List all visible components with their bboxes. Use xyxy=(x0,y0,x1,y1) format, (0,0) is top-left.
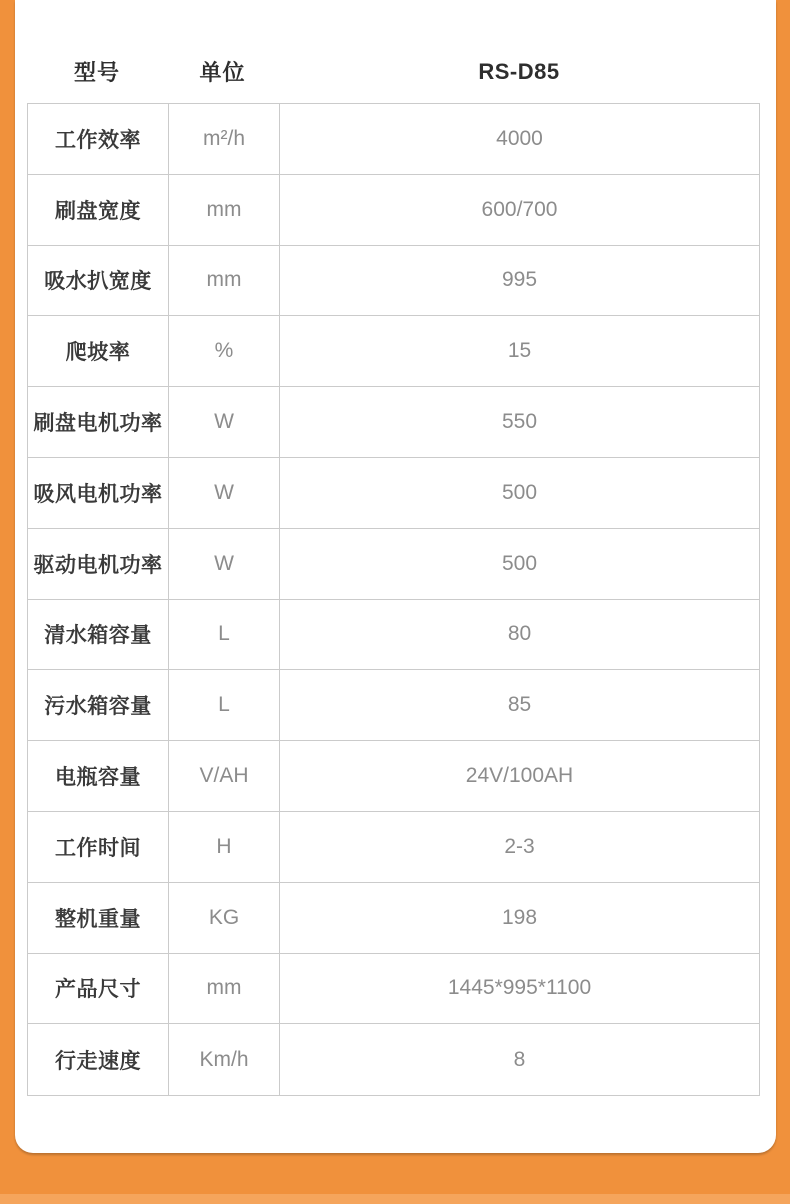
table-row xyxy=(28,246,759,317)
table-row xyxy=(28,954,759,1025)
spec-name: 行走速度 xyxy=(55,1049,141,1073)
header-product-model: RS-D85 xyxy=(478,58,560,84)
spec-name: 产品尺寸 xyxy=(55,978,141,1002)
spec-unit: L xyxy=(168,670,279,740)
spec-unit: W xyxy=(168,458,279,528)
spec-name: 爬坡率 xyxy=(65,341,131,365)
spec-name: 吸水扒宽度 xyxy=(44,270,152,294)
spec-value: 2-3 xyxy=(279,812,759,882)
bottom-strip xyxy=(0,1194,790,1204)
spec-name: 电瓶容量 xyxy=(55,766,141,790)
table-row xyxy=(28,883,759,954)
spec-unit: KG xyxy=(168,883,279,953)
table-row xyxy=(28,812,759,883)
spec-unit: W xyxy=(168,529,279,599)
table-row xyxy=(28,104,759,175)
spec-value: 24V/100AH xyxy=(279,741,759,811)
table-row xyxy=(28,670,759,741)
spec-value: 85 xyxy=(279,670,759,740)
spec-value: 4000 xyxy=(279,104,759,174)
table-row xyxy=(28,741,759,812)
spec-unit: Km/h xyxy=(168,1024,279,1095)
table-row xyxy=(28,529,759,600)
table-row xyxy=(28,316,759,387)
spec-name: 污水箱容量 xyxy=(44,695,152,719)
spec-value: 995 xyxy=(279,246,759,316)
spec-value: 15 xyxy=(279,316,759,386)
spec-unit: V/AH xyxy=(168,741,279,811)
table-row xyxy=(28,600,759,671)
spec-value: 600/700 xyxy=(279,175,759,245)
spec-name: 清水箱容量 xyxy=(44,624,152,648)
spec-table-header xyxy=(27,0,760,103)
spec-unit: mm xyxy=(168,246,279,316)
header-model-label: 型号 xyxy=(73,60,120,85)
spec-value: 198 xyxy=(279,883,759,953)
spec-unit: m²/h xyxy=(168,104,279,174)
spec-name: 吸风电机功率 xyxy=(33,482,163,506)
spec-unit: L xyxy=(168,600,279,670)
spec-unit: W xyxy=(168,387,279,457)
spec-table xyxy=(27,103,760,1096)
spec-value: 500 xyxy=(279,458,759,528)
spec-name: 驱动电机功率 xyxy=(33,553,163,577)
spec-name: 整机重量 xyxy=(55,907,141,931)
header-unit-label: 单位 xyxy=(199,60,246,85)
spec-value: 500 xyxy=(279,529,759,599)
spec-value: 550 xyxy=(279,387,759,457)
table-row xyxy=(28,1024,759,1095)
spec-unit: H xyxy=(168,812,279,882)
spec-name: 刷盘电机功率 xyxy=(33,412,163,436)
spec-name: 刷盘宽度 xyxy=(55,199,141,223)
spec-unit: mm xyxy=(168,954,279,1024)
spec-unit: % xyxy=(168,316,279,386)
spec-value: 8 xyxy=(279,1024,759,1095)
spec-value: 1445*995*1100 xyxy=(279,954,759,1024)
table-row xyxy=(28,387,759,458)
spec-name: 工作效率 xyxy=(55,128,141,152)
content-panel xyxy=(15,0,776,1153)
spec-name: 工作时间 xyxy=(55,836,141,860)
table-row xyxy=(28,458,759,529)
table-row xyxy=(28,175,759,246)
spec-value: 80 xyxy=(279,600,759,670)
spec-unit: mm xyxy=(168,175,279,245)
